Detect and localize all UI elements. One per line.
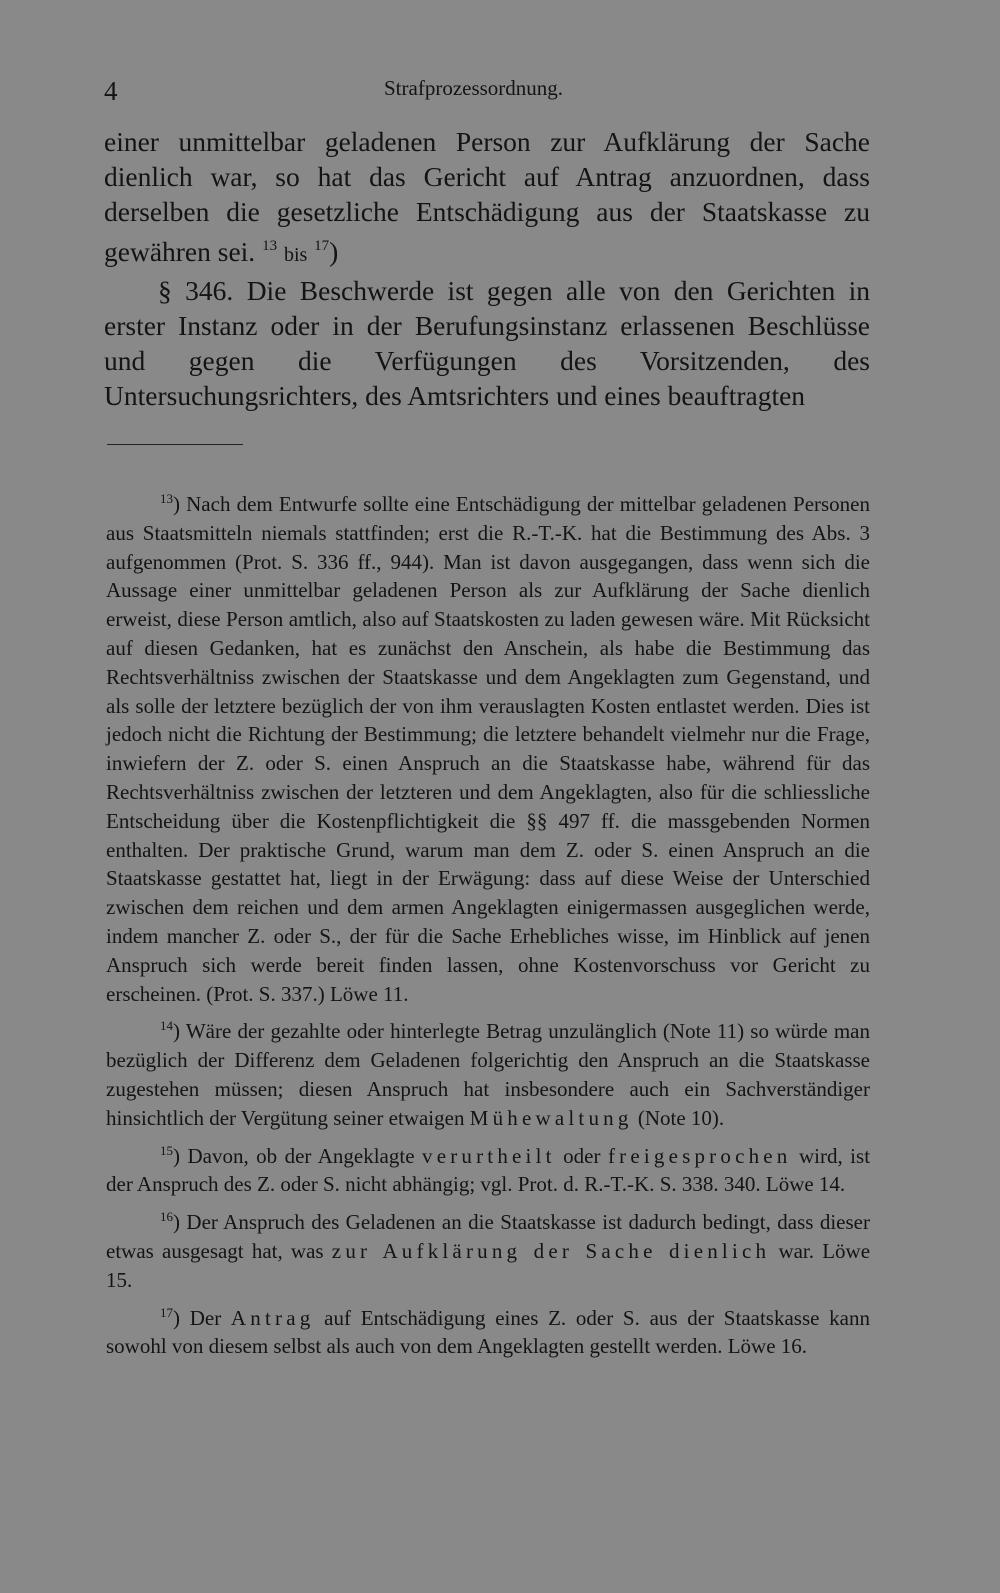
paragraph-continuation bbox=[104, 124, 870, 273]
footnote-text: (Note 10). bbox=[637, 1105, 725, 1130]
footnote-emphasis: Mühewaltung bbox=[469, 1105, 633, 1130]
footnote-text: wird, ist der Anspruch des Z. oder S. nicht abhängig; vgl. Prot. d. R.-T.-K. S. 338. 340. Löwe 14. bbox=[106, 1143, 871, 1197]
paragraph-text: einer unmittelbar geladenen Person zur Aufklärung der Sache dienlich war, so hat das Gericht auf Antrag anzuordnen, dass derselben die gesetzliche Entschädigung aus der Staatskasse zu gewähren sei. bbox=[104, 126, 870, 267]
footnote-text: war. Löwe 15. bbox=[106, 1238, 871, 1292]
section-text: Die Beschwerde ist gegen alle von den Gerichten in erster Instanz oder in der Berufungsinstanz erlassenen Beschlüsse und gegen die Verfügungen des Vorsitzenden, des Untersuchungsrichters, des Amtsrichters und eines beauftragten bbox=[104, 275, 871, 411]
footnote-emphasis: zur Aufklärung der Sache dienlich bbox=[331, 1238, 771, 1263]
section-paragraph bbox=[104, 273, 870, 413]
footnote-number: 15 bbox=[160, 1142, 173, 1158]
page-number: 4 bbox=[104, 76, 118, 106]
footnote-text: Der bbox=[189, 1305, 222, 1330]
footnote-ref: 13 bbox=[262, 238, 278, 254]
footnote-emphasis: freigesprochen bbox=[607, 1143, 792, 1168]
footnote-text: Wäre der gezahlte oder hinterlegte Betrag unzulänglich (Note 11) so würde man bezüglich der Differenz dem Geladenen folgerichtig den Anspruch an die Staatskasse zugestehen müssen; diesen Anspruch hat insbesondere auch ein Sachverständiger hinsichtlich der Vergütung seiner etwaigen bbox=[106, 1019, 870, 1130]
footnote-number: 16 bbox=[160, 1209, 173, 1225]
footnote-divider bbox=[107, 444, 243, 445]
footnote-text: Davon, ob der Angeklagte bbox=[187, 1143, 415, 1168]
page-header bbox=[104, 72, 868, 108]
footnote-emphasis: Antrag bbox=[230, 1305, 315, 1330]
footnotes bbox=[106, 485, 870, 1365]
footnote-text: Der Anspruch des Geladenen an die Staatskasse ist dadurch bedingt, dass dieser etwas ausgesagt hat, was bbox=[106, 1210, 870, 1263]
footnote-number: 13 bbox=[160, 491, 173, 506]
footnote-text: Nach dem Entwurfe sollte eine Entschädigung der mittelbar geladenen Personen aus Staatsmitteln niemals stattfinden; erst die R.-T.-K. hat die Bestimmung des Abs. 3 aufgenommen (Prot. S. 336 ff., 944). Man ist davon ausgegangen, dass wenn sich die Aussage einer unmittelbar geladenen Person als zur Aufklärung der Sache dienlich erweist, diese Person amtlich, also auf Staatskosten zu laden gewesen wäre. Mit Rücksicht auf diesen Gedanken, hat es zunächst den Anschein, als habe die Bestimmung das Rechtsverhältniss zwischen der Staatskasse und dem Angeklagten zum Gegenstand, und als solle der letztere bezüglich der von ihm verauslagten Kosten entlastet werden. Dies ist jedoch nicht die Richtung der Bestimmung; die letztere behandelt vielmehr nur die Frage, inwiefern der Z. oder S. einen Anspruch an die Staatskasse habe, während für das Rechtsverhältniss zwischen der letzteren und dem Angeklagten, also für die schliessliche Entscheidung über die Kostenpflichtigkeit die §§ 497 ff. die massgebenden Normen enthalten. Der praktische Grund, warum man dem Z. oder S. einen Anspruch an die Staatskasse gestattet hat, liegt in der Erwägung: dass auf diese Weise der Unterschied zwischen dem reichen und dem armen Angeklagten einigermassen ausgeglichen werde, indem mancher Z. oder S., der für die Sache Erhebliches wisse, im Hinblick auf jenen Anspruch sich werde bereit finden lassen, ohne Kostenvorschuss vor Gericht zu erscheinen. (Prot. S. 337.) Löwe 11. bbox=[106, 492, 870, 1006]
main-text bbox=[104, 124, 870, 413]
footnote-text: oder bbox=[563, 1143, 601, 1168]
footnote-17: $^{17}$) Der Antrag auf Entschädigung eines Z. oder S. aus der Staatskasse kann sowohl von diesem selbst als auch von dem Angeklagten gestellt werden. Löwe 16. bbox=[106, 1304, 870, 1359]
section-number: § 346. bbox=[158, 275, 234, 306]
footnote-ref-word: bis bbox=[283, 244, 308, 266]
footnote-number: 14 bbox=[160, 1018, 173, 1034]
running-head: Strafprozessordnung. bbox=[384, 76, 564, 100]
footnote-ref: 17 bbox=[314, 238, 330, 254]
footnote-text: auf Entschädigung eines Z. oder S. aus der Staatskasse kann sowohl von diesem selbst als auch von dem Angeklagten gestellt werden. Löwe 16. bbox=[106, 1305, 870, 1359]
footnote-ref-close: ) bbox=[329, 236, 339, 267]
footnote-16: $^{16}$) Der Anspruch des Geladenen an die Staatskasse ist dadurch bedingt, dass dieser etwas ausgesagt hat, was zur Aufklärung der Sache dienlich war. Löwe 15. bbox=[106, 1209, 871, 1292]
footnote-number: 17 bbox=[160, 1304, 173, 1320]
footnote-14: $^{14}$) Wäre der gezahlte oder hinterlegte Betrag unzulänglich (Note 11) so würde man bezüglich der Differenz dem Geladenen folgerichtig den Anspruch an die Staatskasse zugestehen müssen; diesen Anspruch hat insbesondere auch ein Sachverständiger hinsichtlich der Vergütung seiner etwaigen Mühewaltung (Note 10). bbox=[106, 1018, 870, 1130]
footnote-13: $^{13}$) Nach dem Entwurfe sollte eine Entschädigung der mittelbar geladenen Personen aus Staatsmitteln niemals stattfinden; erst die R.-T.-K. hat die Bestimmung des Abs. 3 aufgenommen (Prot. S. 336 ff., 944). Man ist davon ausgegangen, dass wenn sich die Aussage einer unmittelbar geladenen Person als zur Aufklärung der Sache dienlich erweist, diese Person amtlich, also auf Staatskosten zu laden gewesen wäre. Mit Rücksicht auf diesen Gedanken, hat es zunächst den Anschein, als habe die Bestimmung das Rechtsverhältniss zwischen der Staatskasse und dem Angeklagten zum Gegenstand, und als solle der letztere bezüglich der von ihm verauslagten Kosten entlastet werden. Dies ist jedoch nicht die Richtung der Bestimmung; die letztere behandelt vielmehr nur die Frage, inwiefern der Z. oder S. einen Anspruch an die Staatskasse habe, während für das Rechtsverhältniss zwischen der letzteren und dem Angeklagten, also für die schliessliche Entscheidung über die Kostenpflichtigkeit die §§ 497 ff. die massgebenden Normen enthalten. Der praktische Grund, warum man dem Z. oder S. einen Anspruch an die Staatskasse gestattet hat, liegt in der Erwägung: dass auf diese Weise der Unterschied zwischen dem reichen und dem armen Angeklagten einigermassen ausgeglichen werde, indem mancher Z. oder S., der für die Sache Erhebliches wisse, im Hinblick auf jenen Anspruch sich werde bereit finden lassen, ohne Kostenvorschuss vor Gericht zu erscheinen. (Prot. S. 337.) Löwe 11. bbox=[106, 491, 870, 1006]
footnote-15: $^{15}$) Davon, ob der Angeklagte verurtheilt oder freigesprochen wird, ist der Anspruch des Z. oder S. nicht abhängig; vgl. Prot. d. R.-T.-K. S. 338. 340. Löwe 14. bbox=[106, 1142, 871, 1197]
footnote-emphasis: verurtheilt bbox=[422, 1143, 556, 1168]
